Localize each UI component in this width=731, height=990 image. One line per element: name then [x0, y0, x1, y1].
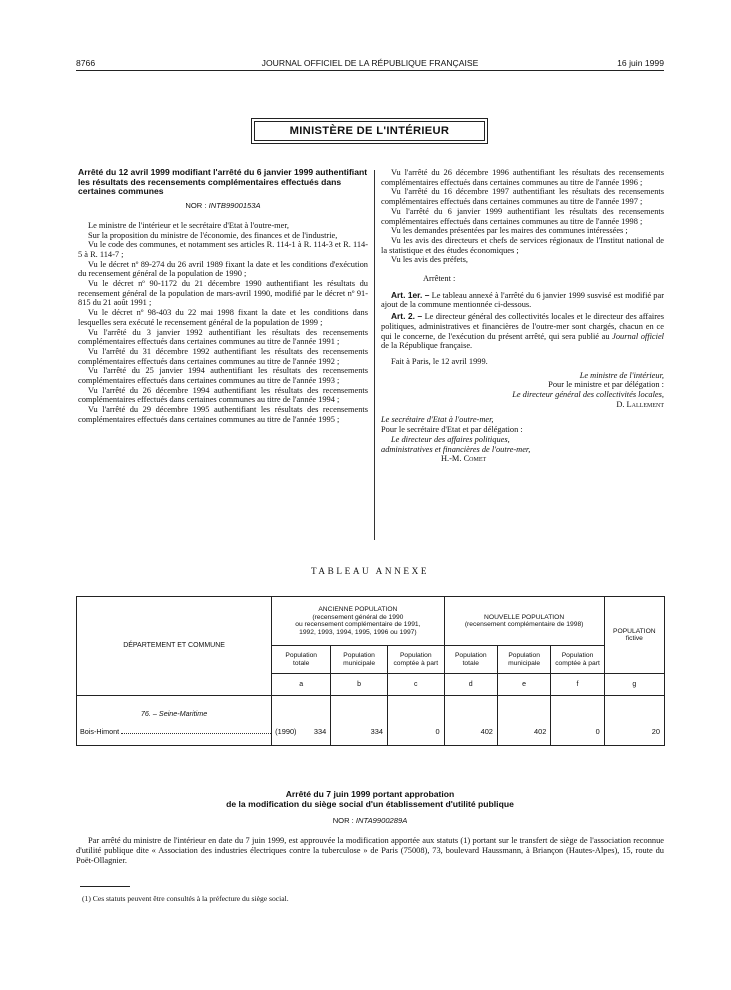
journal-name: Journal officiel [612, 331, 665, 341]
column-divider [374, 170, 375, 540]
table-cell [551, 696, 604, 718]
visa-paragraph: Vu le décret nº 98-403 du 22 mai 1998 fixant la date et les conditions dans lesquelles sera exécuté le recensement général de la population de 1999 ; [78, 308, 368, 327]
value-a: 334 [313, 726, 327, 736]
tableau-title: TABLEAU ANNEXE [310, 566, 430, 576]
sig2-director-line1: Le directeur des affaires politiques, [391, 434, 510, 444]
article-2-text-end: de la République française. [381, 341, 473, 351]
visa-paragraph: Vu l'arrêté du 16 décembre 1997 authentifiant les résultats des recensements complémentaires effectués dans certaines communes au titre de l'année 1997 ; [381, 187, 664, 207]
visa-paragraph: Vu l'arrêté du 26 décembre 1996 authentifiant les résultats des recensements complémentaires effectués dans certaines communes au titre de l'année 1996 ; [381, 168, 664, 187]
department-name: 76. – Seine-Maritime [77, 696, 272, 718]
column-letter: e [497, 674, 550, 696]
sig2-director-line2: administratives et financières de l'outre-mer, [381, 444, 531, 454]
nor-label: NOR : [185, 201, 207, 211]
value-cell [272, 718, 331, 746]
subheader-line: totale [293, 659, 310, 667]
ministry-box [251, 118, 488, 144]
column-letter: a [272, 674, 331, 696]
visa-paragraph: Vu le décret nº 89-274 du 26 avril 1989 fixant la date et les conditions d'exécution du recensement général de la population de 1990 ; [78, 259, 368, 279]
sig2-role: Le secrétaire d'Etat à l'outre-mer, [381, 415, 494, 425]
header-dept-commune: DÉPARTEMENT ET COMMUNE [77, 597, 272, 696]
visa-paragraph: Vu les avis des directeurs et chefs de services régionaux de l'Institut national de la statistique et des études économiques ; [381, 235, 664, 255]
table-cell [497, 696, 550, 718]
footnote-rule [80, 886, 130, 887]
sig1-delegation: Pour le ministre et par délégation : [548, 380, 664, 390]
commune-name: Bois-Himont [80, 726, 120, 736]
article-1 [381, 291, 664, 310]
visa-paragraph: Vu les avis des préfets, [391, 255, 468, 265]
subheader-line: Population [508, 652, 540, 659]
column-letter: g [604, 674, 664, 696]
subheader-cell [272, 646, 331, 674]
sig2-name: H.-M. Comet [441, 454, 487, 464]
arrete2-title [76, 789, 664, 809]
subheader-cell [444, 646, 497, 674]
visa-paragraph: Vu le décret nº 90-1172 du 21 décembre 1990 authentifiant les résultats du recensement général de la population de mars-avril 1990, modifié par le décret nº 91-815 du 21 août 1991 ; [78, 279, 368, 308]
sig1-name: D. Lallement [616, 399, 664, 409]
fictive-title: POPULATION [613, 627, 656, 635]
nouvelle-title: NOUVELLE POPULATION [484, 613, 565, 621]
value-f: 0 [551, 718, 604, 746]
subheader-line: Population [454, 652, 487, 659]
ancienne-note-2: ou recensement complémentaire de 1991, [295, 621, 421, 628]
left-column [78, 168, 368, 425]
table-cell [444, 696, 497, 718]
running-header [76, 58, 664, 70]
column-letter: d [444, 674, 497, 696]
nor-code: INTA9900289A [355, 816, 408, 825]
subheader-line: municipale [508, 659, 541, 667]
subheader-line: Population [343, 652, 375, 659]
header-population-fictive [604, 597, 664, 674]
subheader-line: municipale [343, 659, 376, 667]
visa-paragraph: Le ministre de l'intérieur et le secrétaire d'Etat à l'outre-mer, [88, 220, 289, 230]
visa-paragraph: Vu l'arrêté du 26 décembre 1994 authentifiant les résultats des recensements complémentaires effectués dans certaines communes au titre de l'année 1994 ; [78, 385, 368, 405]
visa-paragraph: Vu l'arrêté du 29 décembre 1995 authentifiant les résultats des recensements complémentaires effectués dans certaines communes au titre de l'année 1995 ; [78, 405, 368, 424]
value-b: 334 [331, 718, 388, 746]
article-1-label: Art. 1er. – [391, 289, 430, 300]
footnote: (1) Ces statuts peuvent être consultés à la préfecture du siège social. [82, 894, 289, 903]
visa-paragraph: Vu l'arrêté du 6 janvier 1999 authentifiant les résultats des recensements complémentaires effectués dans certaines communes au titre de l'année 1998 ; [381, 206, 664, 226]
sig2-delegation: Pour le secrétaire d'Etat et par délégation : [381, 425, 523, 435]
ancienne-note-1: (recensement général de 1990 [312, 613, 404, 621]
table-cell [387, 696, 444, 718]
arrete2-title-line1: Arrêté du 7 juin 1999 portant approbation [285, 789, 455, 799]
visa-paragraph: Vu l'arrêté du 3 janvier 1992 authentifiant les résultats des recensements complémentaires effectués dans certaines communes au titre de l'année 1991 ; [78, 327, 368, 347]
subheader-line: Population [285, 652, 318, 659]
ancienne-title: ANCIENNE POPULATION [318, 606, 398, 613]
table-cell [604, 696, 664, 718]
subheader-line: Population [561, 652, 594, 659]
fictive-subtitle: fictive [625, 635, 643, 642]
journal-title: JOURNAL OFFICIEL DE LA RÉPUBLIQUE FRANÇAISE [261, 58, 479, 68]
value-c: 0 [387, 718, 444, 746]
subheader-cell [331, 646, 388, 674]
visa-paragraph: Vu l'arrêté du 31 décembre 1992 authentifiant les résultats des recensements complémentaires effectués dans certaines communes au titre de l'année 1992 ; [78, 346, 368, 366]
ministry-heading: MINISTÈRE DE L'INTÉRIEUR [254, 121, 485, 141]
subheader-line: totale [462, 659, 479, 667]
visa-paragraph: Vu les demandes présentées par les maires des communes intéressées ; [391, 226, 628, 236]
commune-cell [77, 718, 272, 746]
issue-date: 16 juin 1999 [617, 58, 664, 68]
header-nouvelle-population [444, 597, 604, 646]
value-e: 402 [497, 718, 550, 746]
table-cell [272, 696, 331, 718]
arrete2-title-line2: de la modification du siège social d'un établissement d'utilité publique [226, 799, 514, 809]
ancienne-note-3: 1992, 1993, 1994, 1995, 1996 ou 1997) [299, 628, 417, 636]
nouvelle-note: (recensement complémentaire de 1998) [464, 621, 584, 628]
value-g: 20 [604, 718, 664, 746]
subheader-cell [387, 646, 444, 674]
fait-a: Fait à Paris, le 12 avril 1999. [391, 356, 488, 366]
right-column [381, 168, 664, 464]
subheader-line: Population [399, 652, 432, 659]
column-letter: c [387, 674, 444, 696]
header-divider [76, 70, 664, 71]
annex-table [76, 596, 665, 746]
page-number: 8766 [76, 58, 96, 68]
subheader-cell [497, 646, 550, 674]
arrete1-title: Arrêté du 12 avril 1999 modifiant l'arrêté du 6 janvier 1999 authentifiant les résultats des recensements complémentaires effectués dans certaines communes [78, 167, 368, 197]
arrete2-paragraph: Par arrêté du ministre de l'intérieur en date du 7 juin 1999, est approuvée la modification apportée aux statuts (1) portant sur le transfert de siège de l'association reconnue d'utilité publique dite « Association des industries électriques contre la tuberculose » de Paris (75008), 73, boulevard Haussmann, à Briançon (Hautes-Alpes), 15, route du Poët-Ollagnier. [76, 836, 664, 865]
year-note: (1990) [275, 726, 297, 736]
sig1-role: Le ministre de l'intérieur, [579, 370, 664, 380]
leader-dots [121, 729, 271, 734]
article-2-label: Art. 2. – [391, 311, 423, 322]
arrete2-body [76, 836, 664, 865]
visa-paragraph: Sur la proposition du ministre de l'économie, des finances et de l'industrie, [88, 230, 338, 240]
subheader-line: comptée à part [393, 659, 439, 667]
column-letter: b [331, 674, 388, 696]
visa-paragraph: Vu le code des communes, et notamment ses articles R. 114-1 à R. 114-3 et R. 114-5 à R. 114-7 ; [78, 240, 368, 259]
nor-label: NOR : [332, 816, 354, 825]
visa-paragraph: Vu l'arrêté du 25 janvier 1994 authentifiant les résultats des recensements complémentaires effectués dans certaines communes au titre de l'année 1993 ; [78, 366, 368, 386]
header-ancienne-population [272, 597, 444, 646]
value-d: 402 [444, 718, 497, 746]
nor-code: INTB9900153A [208, 201, 261, 211]
column-letter: f [551, 674, 604, 696]
article-1-text: Le tableau annexé à l'arrêté du 6 janvier 1999 susvisé est modifié par ajout de la commune mentionnée ci-dessous. [381, 290, 664, 310]
sig1-director: Le directeur général des collectivités locales, [512, 390, 664, 400]
arretent: Arrêtent : [423, 274, 456, 284]
subheader-cell [551, 646, 604, 674]
article-2 [381, 312, 664, 351]
article-2-text: Le directeur général des collectivités locales et le directeur des affaires politiques, administratives et financières de l'outre-mer sont chargés, chacun en ce qui le concerne, de l'exécution du présent arrêté, qui sera publié au [381, 312, 665, 341]
table-cell [331, 696, 388, 718]
subheader-line: comptée à part [555, 659, 600, 667]
arrete1-nor [78, 201, 368, 211]
table-row [77, 718, 665, 746]
arrete2-nor [76, 816, 664, 825]
